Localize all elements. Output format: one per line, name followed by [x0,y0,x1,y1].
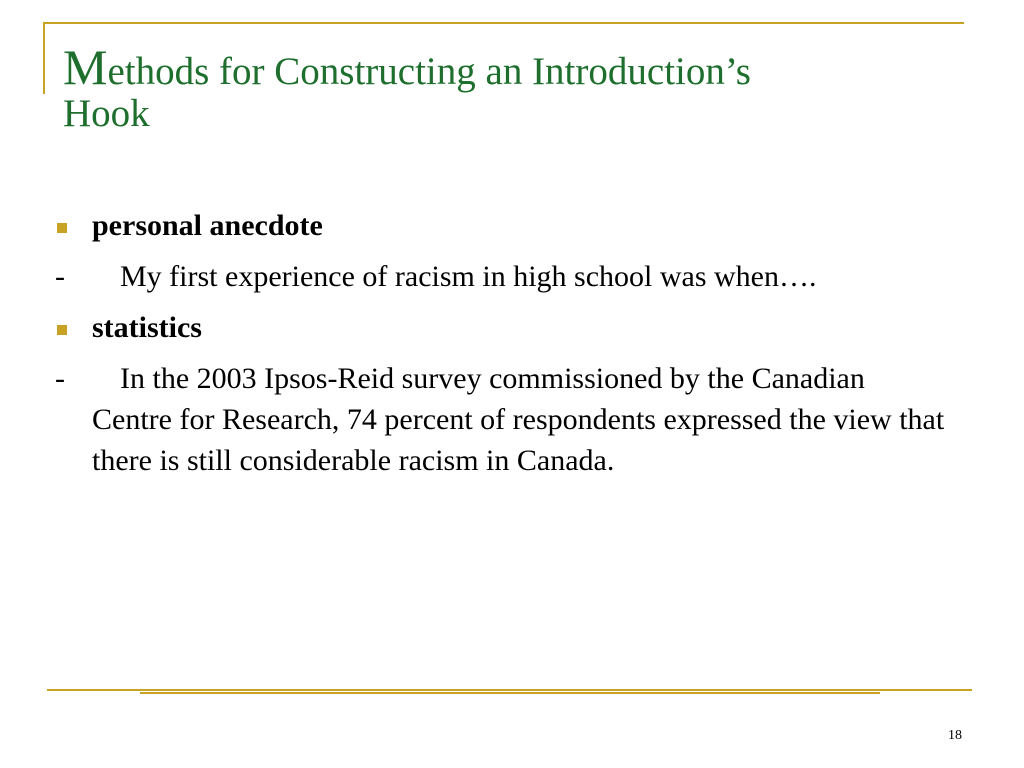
title-line-2: Hook [63,92,150,135]
dash-marker: - [55,362,65,395]
square-bullet-icon [57,325,67,335]
dash-marker: - [55,260,65,293]
bullet-text: personal anecdote [92,209,323,242]
list-item-statistics-example [55,358,952,481]
square-bullet-icon [57,223,67,233]
dash-text: In the 2003 Ipsos-Reid survey commissioned by the Canadian Centre for Research, 74 percent of respondents expressed the view that there is still considerable racism in Canada. [92,362,945,477]
title-first-letter: M [63,39,108,95]
slide-body [55,205,955,491]
list-item-personal-anecdote [55,205,955,246]
title-rest: ethods for Constructing an Introduction’s [107,50,751,93]
footer-rule-inner [140,692,880,694]
slide-title [63,39,963,135]
footer-rule [47,689,972,691]
list-item-anecdote-example [55,256,952,297]
page-number: 18 [948,728,962,743]
dash-text: My first experience of racism in high school was when…. [120,260,817,293]
list-item-statistics [55,307,955,348]
frame-left-line [43,22,45,94]
bullet-text: statistics [92,311,202,344]
frame-top-line [43,22,964,24]
